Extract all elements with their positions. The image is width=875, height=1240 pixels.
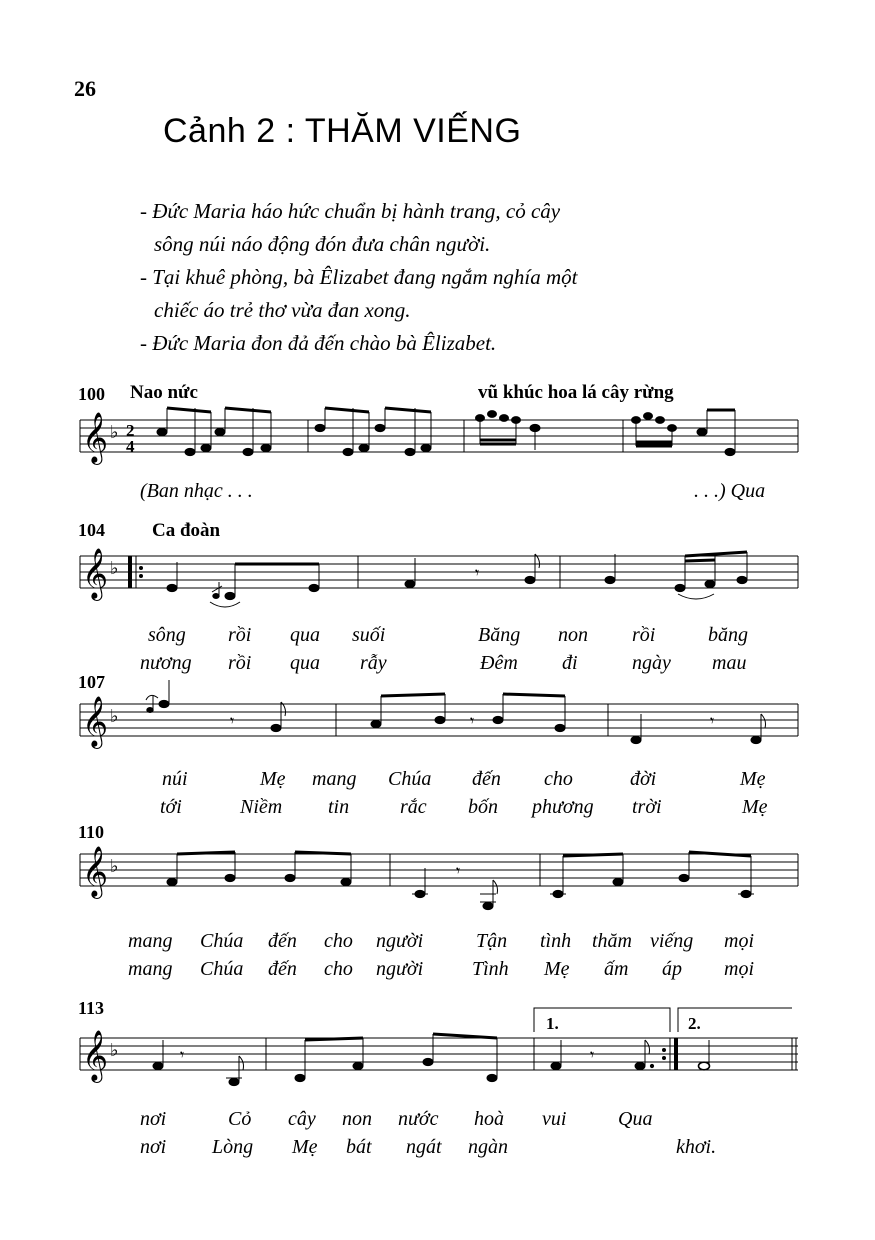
lyric: cây (288, 1108, 316, 1130)
lyric: ngàn (468, 1136, 508, 1158)
staff-system-3 (80, 672, 798, 822)
lyric: núi (162, 768, 188, 790)
flat-icon: ♭ (110, 706, 119, 727)
lyric: áp (662, 958, 682, 980)
music-staff (80, 686, 798, 776)
lyric: sông (148, 624, 186, 646)
lyric: đến (268, 930, 297, 952)
staff-system-1 (80, 380, 798, 510)
svg-text:2: 2 (126, 421, 135, 440)
lyric: bát (346, 1136, 372, 1158)
lyric: non (342, 1108, 372, 1130)
lyric: Tình (472, 958, 509, 980)
lyric: Chúa (200, 958, 244, 980)
lyric: đời (630, 768, 657, 790)
lyric: Mẹ (292, 1136, 318, 1158)
lyric: suối (352, 624, 386, 646)
lyric: thăm (592, 930, 632, 952)
treble-clef-icon: 𝄞 (82, 1030, 109, 1081)
lyric: qua (290, 652, 320, 674)
lyric: rẫy (360, 652, 387, 674)
lyric: Cỏ (228, 1108, 252, 1130)
lyrics-verse-1 (80, 930, 798, 956)
treble-clef-icon: 𝄞 (82, 846, 109, 897)
section-label: Ca đoàn (152, 520, 221, 541)
lyric: trời (632, 796, 662, 818)
page-title: Cảnh 2 : THĂM VIẾNG (163, 112, 522, 150)
lyrics-verse-1 (80, 624, 798, 650)
lyrics-verse-2 (80, 1136, 798, 1162)
measure-number: 113 (78, 998, 105, 1018)
lyric: Qua (618, 1108, 653, 1130)
lyric: Đêm (480, 652, 518, 674)
lyrics-verse-2 (80, 796, 798, 822)
lyric: Mẹ (742, 796, 768, 818)
lyric: Lòng (212, 1136, 254, 1158)
lyric: mang (128, 958, 173, 980)
description-line: sông núi náo động đón đưa chân người. (154, 232, 491, 256)
lyric: cho (544, 768, 573, 790)
measure-number: 107 (78, 672, 105, 692)
lyric: Chúa (200, 930, 244, 952)
lyric: cho (324, 958, 353, 980)
lyric: mang (312, 768, 357, 790)
flat-icon: ♭ (110, 856, 119, 877)
lyric: rắc (400, 796, 427, 818)
caption-right: . . .) Qua (694, 480, 766, 502)
lyric: nơi (140, 1108, 167, 1130)
svg-text:𝄾: 𝄾 (470, 711, 475, 730)
lyric: băng (708, 624, 748, 646)
measure-number: 100 (78, 384, 105, 404)
lyric: nơi (140, 1136, 167, 1158)
staff-system-4 (80, 822, 798, 982)
lyric: mang (128, 930, 173, 952)
lyric: nước (398, 1108, 439, 1130)
lyric: ấm (604, 958, 629, 980)
svg-text:𝄾: 𝄾 (180, 1045, 185, 1064)
lyric: vui (542, 1108, 567, 1130)
section-annotation: vũ khúc hoa lá cây rừng (478, 382, 674, 403)
description-line: - Đức Maria háo hức chuẩn bị hành trang, cỏ cây (140, 199, 561, 223)
lyrics-verse-1 (80, 1108, 798, 1134)
lyric: viếng (650, 930, 694, 952)
lyric: người (376, 958, 424, 980)
lyric: đến (472, 768, 501, 790)
lyric: Niềm (240, 796, 283, 818)
music-staff (80, 538, 798, 628)
description-line: - Tại khuê phòng, bà Êlizabet đang ngắm nghía một (140, 265, 578, 289)
lyric: Mẹ (740, 768, 766, 790)
lyric: tình (540, 930, 572, 952)
lyric: đi (562, 652, 578, 674)
lyric: hoà (474, 1108, 504, 1130)
lyric: Băng (478, 624, 521, 646)
lyric: phương (532, 796, 594, 818)
lyric: cho (324, 930, 353, 952)
lyric: nương (140, 652, 192, 674)
lyric: rồi (228, 652, 252, 674)
lyric: bốn (468, 796, 498, 818)
svg-text:𝄾: 𝄾 (710, 711, 715, 730)
lyric: mau (712, 652, 747, 674)
lyric: ngày (632, 652, 671, 674)
lyric: tin (328, 796, 350, 818)
svg-text:𝄾: 𝄾 (230, 711, 235, 730)
flat-icon: ♭ (110, 558, 119, 579)
lyric: đến (268, 958, 297, 980)
svg-text:𝄾: 𝄾 (475, 563, 480, 582)
lyric: tới (160, 796, 182, 818)
svg-text:𝄾: 𝄾 (456, 861, 461, 880)
staff-system-2 (78, 516, 798, 674)
scene-description (140, 195, 577, 360)
lyric: người (376, 930, 424, 952)
lyric: qua (290, 624, 320, 646)
tempo-marking: Nao nức (130, 382, 198, 403)
lyric: ngát (406, 1136, 442, 1158)
treble-clef-icon: 𝄞 (82, 696, 109, 747)
lyric: rồi (228, 624, 252, 646)
lyric: rồi (632, 624, 656, 646)
second-ending-label: 2. (688, 1014, 701, 1033)
treble-clef-icon: 𝄞 (82, 548, 109, 599)
lyric: mọi (724, 958, 754, 980)
measure-number: 110 (78, 822, 105, 842)
lyric: Chúa (388, 768, 432, 790)
svg-text:4: 4 (126, 437, 135, 456)
description-line: chiếc áo trẻ thơ vừa đan xong. (154, 298, 411, 322)
treble-clef-icon: 𝄞 (82, 412, 109, 463)
lyric: non (558, 624, 588, 646)
measure-number: 104 (78, 520, 105, 540)
staff-system-5 (80, 998, 798, 1168)
lyric: Tận (476, 930, 508, 952)
music-staff (80, 836, 798, 936)
music-staff (80, 410, 798, 490)
caption-left: (Ban nhạc . . . (140, 480, 253, 502)
first-ending-label: 1. (546, 1014, 559, 1033)
lyric: Mẹ (260, 768, 286, 790)
lyrics-verse-2 (80, 958, 798, 984)
lyric: mọi (724, 930, 754, 952)
lyrics-verse-1 (80, 768, 798, 794)
flat-icon: ♭ (110, 1040, 119, 1061)
music-staff (80, 1002, 798, 1102)
flat-icon: ♭ (110, 422, 119, 443)
page-number: 26 (74, 76, 96, 101)
svg-text:𝄾: 𝄾 (590, 1045, 595, 1064)
description-line: - Đức Maria đon đả đến chào bà Êlizabet. (140, 331, 497, 355)
lyric: Mẹ (544, 958, 570, 980)
lyric: khơi. (676, 1136, 717, 1158)
